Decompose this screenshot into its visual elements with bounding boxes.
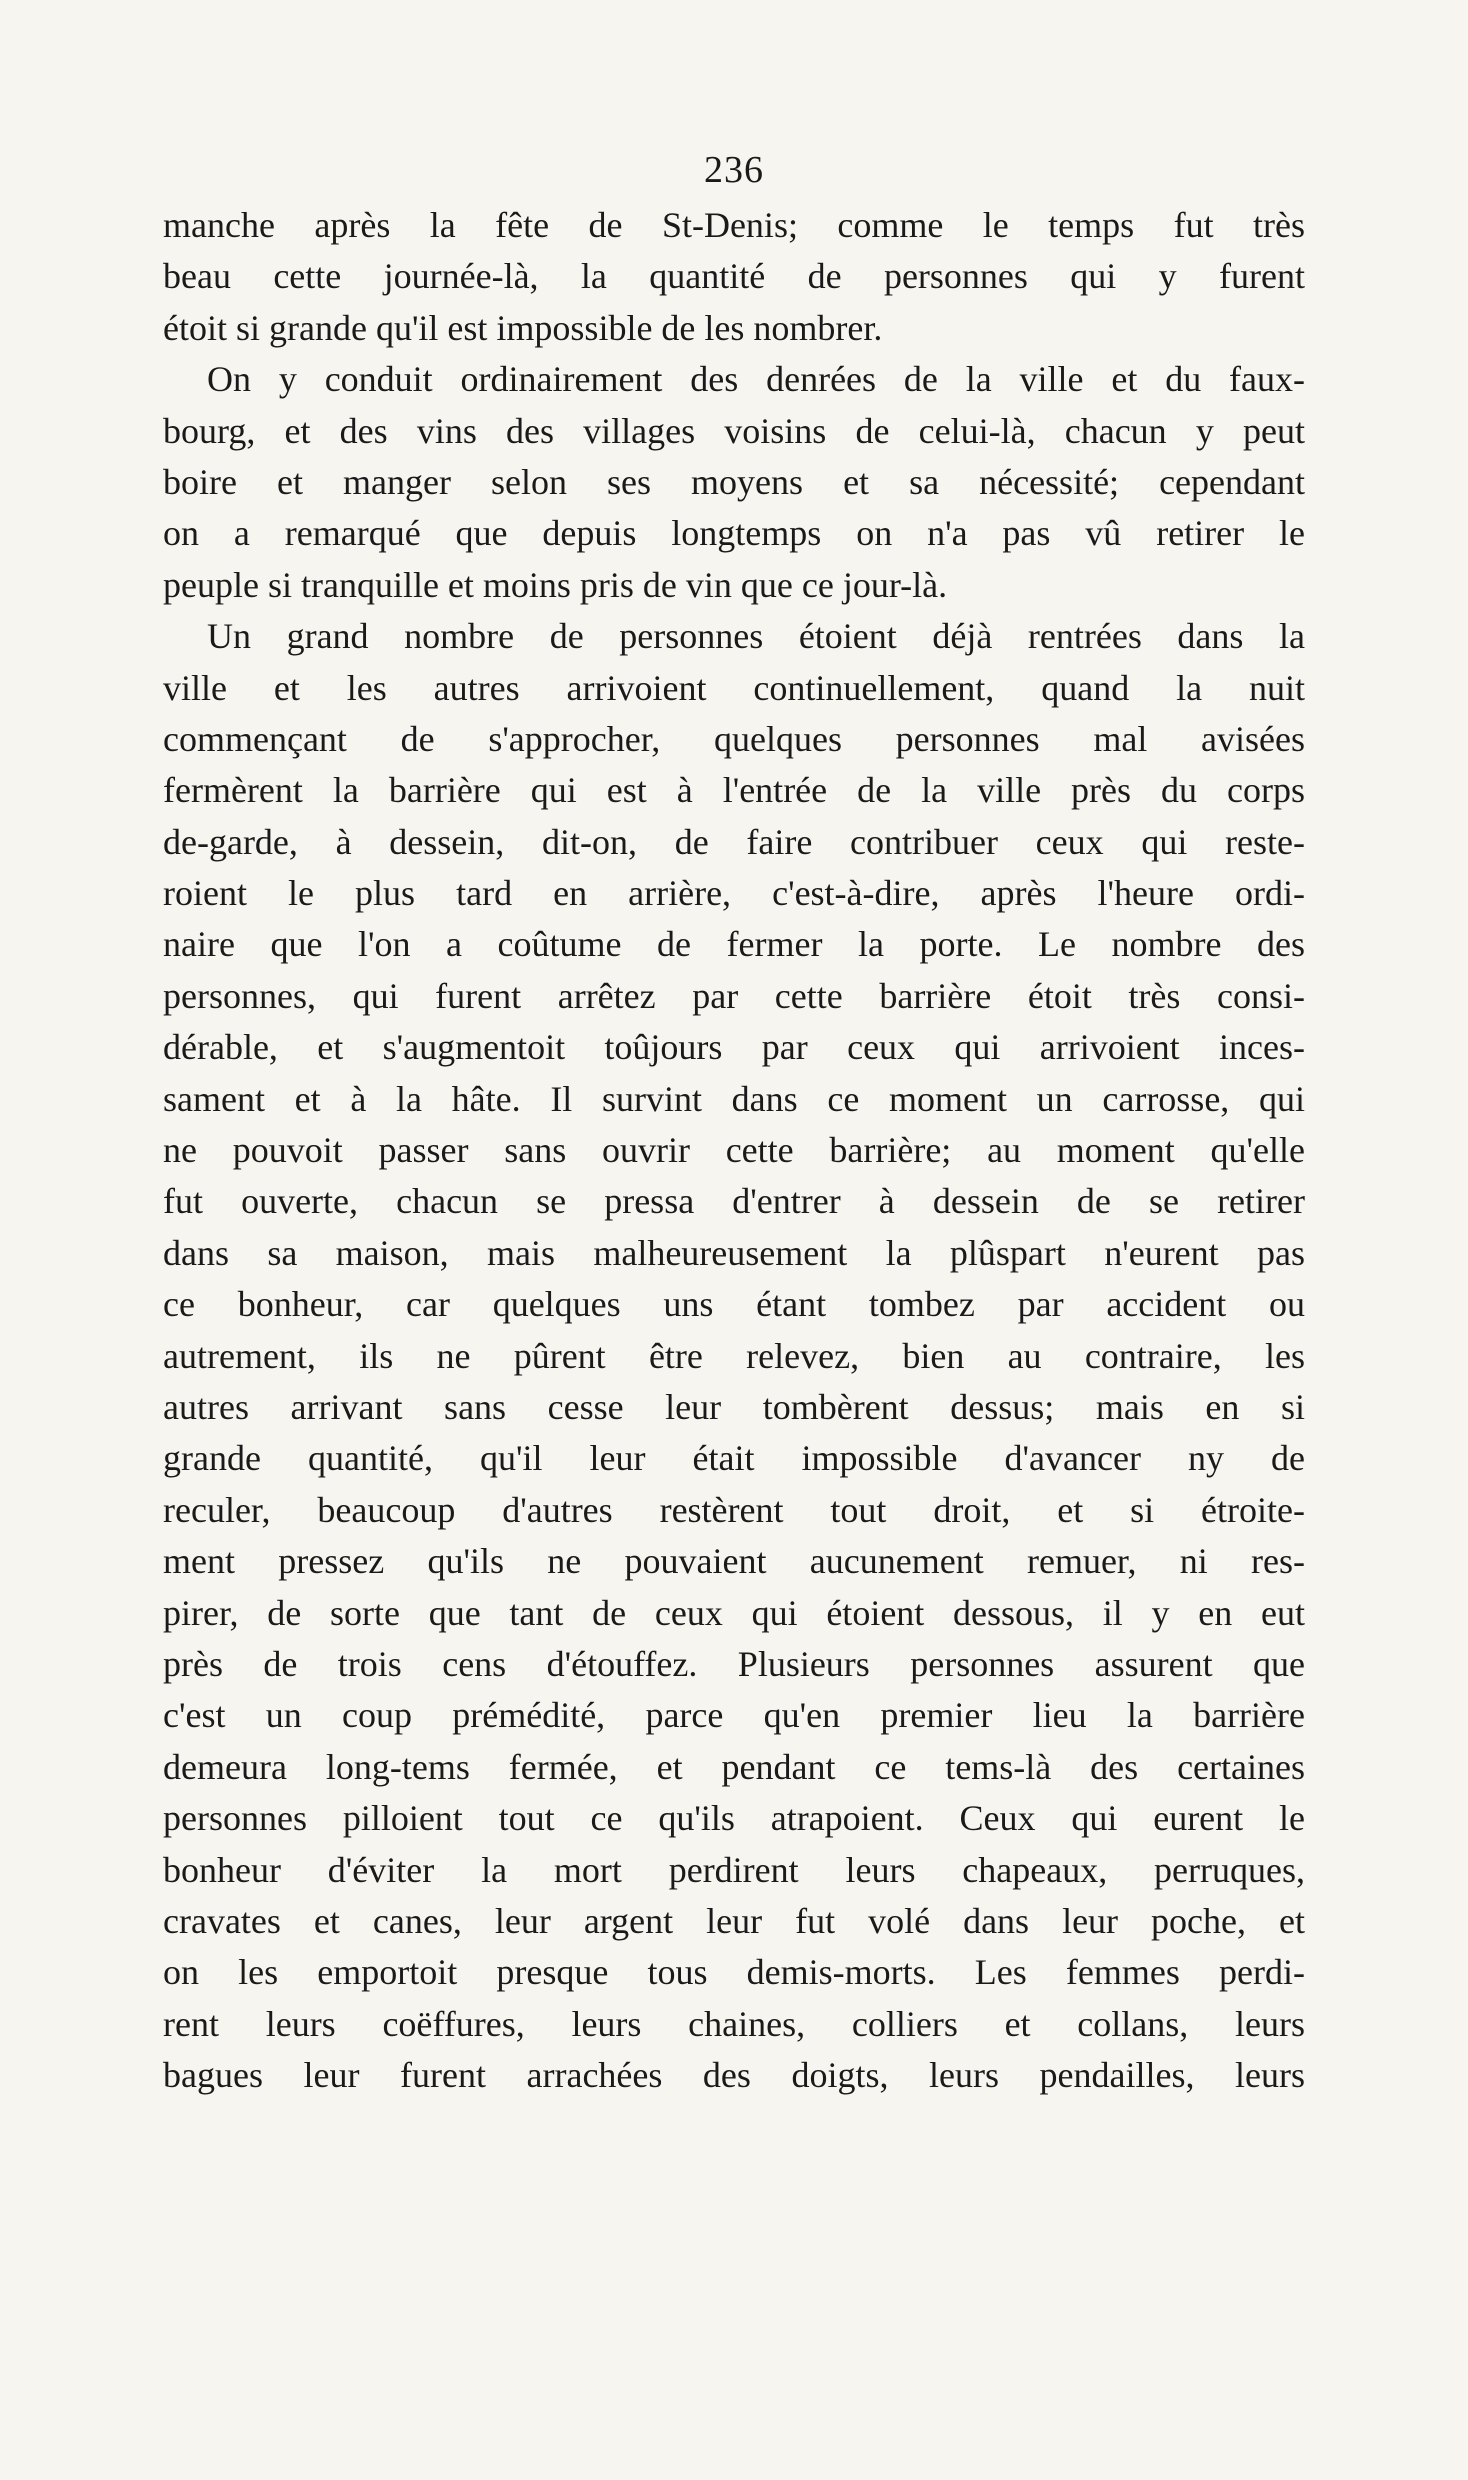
text-line: autres arrivant sans cesse leur tombèrent dessus; mais en si [163,1386,1305,1427]
text-line: cravates et canes, leur argent leur fut volé dans leur poche, et [163,1900,1305,1941]
text-line: on les emportoit presque tous demis-morts. Les femmes perdi- [163,1952,1305,1993]
text-line: bourg, et des vins des villages voisins de celui-là, chacun y peut [163,410,1305,451]
text-line: dans sa maison, mais malheureusement la plûspart n'eurent pas [163,1232,1305,1273]
text-line: bagues leur furent arrachées des doigts, leurs pendailles, leurs [163,2055,1305,2096]
text-line: étoit si grande qu'il est impossible de les nombrer. [163,307,883,348]
text-line: personnes, qui furent arrêtez par cette barrière étoit très consi- [163,975,1305,1016]
text-line: roient le plus tard en arrière, c'est-à-dire, après l'heure ordi- [163,873,1305,914]
text-line: manche après la fête de St-Denis; comme le temps fut très [163,205,1305,245]
body-text [163,200,1305,2101]
text-line: fut ouverte, chacun se pressa d'entrer à dessein de se retirer [163,1181,1305,1222]
paragraph [163,611,1305,2101]
text-line: dérable, et s'augmentoit toûjours par ceux qui arrivoient inces- [163,1027,1305,1068]
paragraph [163,200,1305,354]
text-line: ville et les autres arrivoient continuellement, quand la nuit [163,667,1305,708]
text-line: grande quantité, qu'il leur était impossible d'avancer ny de [163,1438,1305,1479]
text-line: pirer, de sorte que tant de ceux qui étoient dessous, il y en eut [163,1592,1305,1633]
text-line: naire que l'on a coûtume de fermer la porte. Le nombre des [163,924,1305,965]
text-line: autrement, ils ne pûrent être relevez, bien au contraire, les [163,1335,1305,1376]
text-line: sament et à la hâte. Il survint dans ce moment un carrosse, qui [163,1078,1305,1119]
text-line: personnes pilloient tout ce qu'ils atrapoient. Ceux qui eurent le [163,1798,1305,1839]
paragraph [163,354,1305,611]
text-line: On y conduit ordinairement des denrées de la ville et du faux- [207,359,1305,400]
text-line: ment pressez qu'ils ne pouvaient aucunement remuer, ni res- [163,1541,1305,1582]
text-line: de-garde, à dessein, dit-on, de faire contribuer ceux qui reste- [163,821,1305,862]
text-line: fermèrent la barrière qui est à l'entrée de la ville près du corps [163,770,1305,811]
text-line: peuple si tranquille et moins pris de vin que ce jour-là. [163,564,948,605]
text-line: ce bonheur, car quelques uns étant tombez par accident ou [163,1284,1305,1325]
text-line: près de trois cens d'étouffez. Plusieurs personnes assurent que [163,1643,1305,1684]
text-line: Un grand nombre de personnes étoient déjà rentrées dans la [207,616,1305,657]
page-number: 236 [704,149,764,191]
text-line: reculer, beaucoup d'autres restèrent tout droit, et si étroite- [163,1489,1305,1530]
text-line: bonheur d'éviter la mort perdirent leurs chapeaux, perruques, [163,1849,1305,1890]
text-line: rent leurs coëffures, leurs chaines, colliers et collans, leurs [163,2003,1305,2044]
text-line: boire et manger selon ses moyens et sa nécessité; cependant [163,461,1305,502]
text-line: beau cette journée-là, la quantité de personnes qui y furent [163,256,1305,297]
text-line: commençant de s'approcher, quelques personnes mal avisées [163,718,1305,759]
text-line: on a remarqué que depuis longtemps on n'a pas vû retirer le [163,513,1305,554]
text-line: c'est un coup prémédité, parce qu'en premier lieu la barrière [163,1695,1305,1736]
text-line: ne pouvoit passer sans ouvrir cette barrière; au moment qu'elle [163,1130,1305,1171]
text-line: demeura long-tems fermée, et pendant ce tems-là des certaines [163,1746,1305,1787]
